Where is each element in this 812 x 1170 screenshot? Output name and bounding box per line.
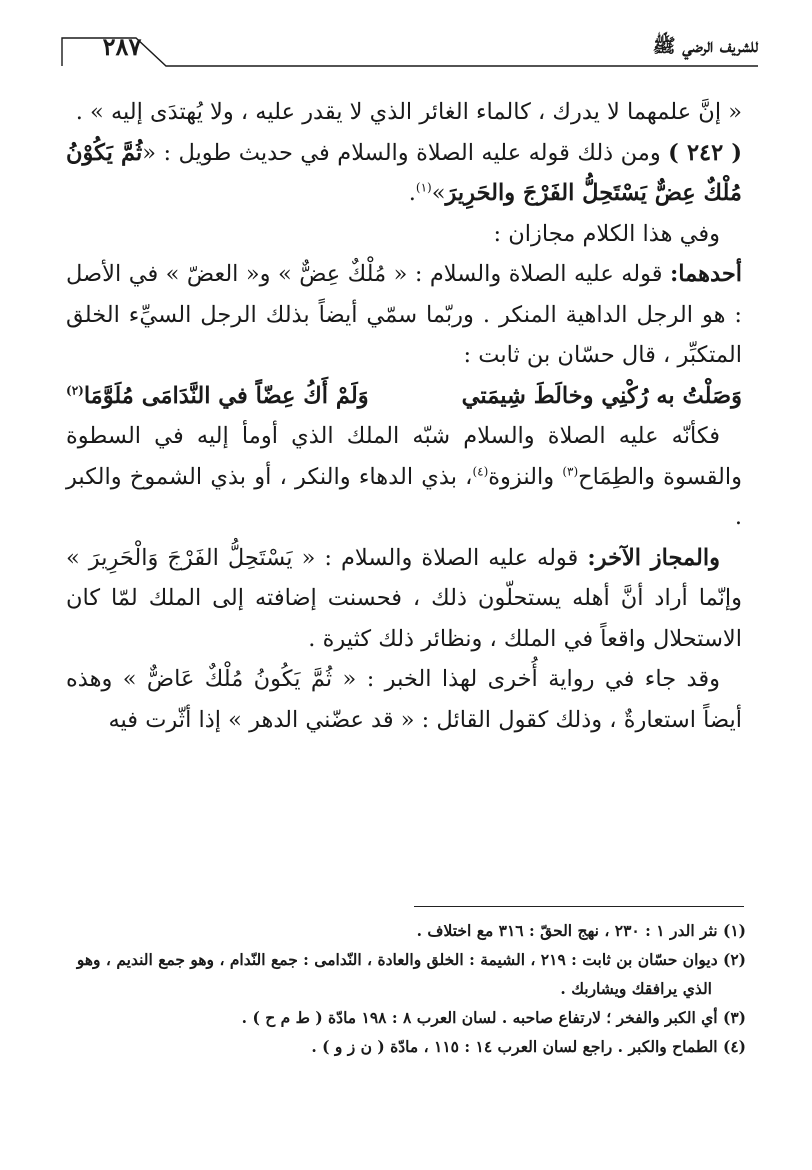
verse-second-hemistich: وَلَمْ أَكُ عِضّاً في النَّدَامَى مُلَوَّمَا (83, 382, 369, 409)
verse-first-hemistich: وَصَلْتُ به رُكْنِي وخالَطَ شِيمَتي (461, 382, 742, 409)
verse-second-hemistich-wrap (66, 376, 369, 417)
paragraph-242-text: ومن ذلك قوله عليه الصلاة والسلام في حديث طويل : « (142, 139, 669, 166)
item-number: ( ٢٤٢ ) (668, 139, 743, 166)
footnote-ref-4: (٤) (472, 464, 489, 478)
footnote-ref-2: (٢) (66, 383, 84, 397)
footnotes (66, 916, 746, 1061)
second-majaz-text: قوله عليه الصلاة والسلام : « يَسْتَحِلُّ الفَرْجَ وَالْحَرِيرَ » وإنّما أراد أنَّ أهله يستحلّون ذلك ، فحسنت إضافته إلى الملك لمّا كان الاستحلال واقعاً في الملك ، ونظائر ذلك كثيرة . (66, 544, 742, 652)
comparison-text-c: ، بذي الدهاء والنكر ، أو بذي الشموخ والكبر . (66, 463, 742, 530)
footnote-2-continued: الذي يرافقك ويشاربك . (560, 979, 712, 998)
page-header (58, 30, 758, 70)
hadith-quote: ثُمَّ يَكُوْنُ مُلْكٌ عِضٌّ يَسْتَحِلُّ الفَرْجَ والحَرِيرَ (66, 139, 742, 206)
footnote-ref-3: (٣) (562, 464, 579, 478)
page-number: ٢٨٧ (102, 32, 142, 61)
paragraph-majazan: وفي هذا الكلام مجازان : (493, 220, 720, 247)
footnote-ref-1: (١) (415, 180, 432, 195)
comparison-text-b: والنزوة (488, 463, 563, 490)
first-majaz-lead: أحدهما: (669, 261, 742, 287)
first-majaz-text: قوله عليه الصلاة والسلام : « مُلْكٌ عِضٌّ » و« العضّ » في الأصل : هو الرجل الداهية المنكر . وربّما سمّي أيضاً بذلك الرجل السيِّء الخلق المتكبِّر ، قال حسّان بن ثابت : (66, 261, 742, 368)
footnote-2: (٢) ديوان حسّان بن ثابت : ٢١٩ ، الشيمة : الخلق والعادة ، النّدامى : جمع النّدام ، وهو جمع النديم ، وهو (76, 950, 746, 969)
poetry-verse (66, 376, 742, 417)
main-text (66, 92, 742, 740)
running-title-text: للشريف الرضي (682, 35, 758, 57)
honorific-icon: ﷺ (652, 35, 676, 57)
footnote-divider (414, 906, 744, 907)
paragraph-other-narration: وقد جاء في رواية أُخرى لهذا الخبر : « ثُمَّ يَكُونُ مُلْكٌ عَاضٌّ » وهذه أيضاً استعارةٌ ، وذلك كقول القائل : « قد عضّني الدهر » إذا أثّرت فيه (66, 666, 742, 733)
paragraph-first-majaz (66, 254, 742, 376)
paragraph-comparison (66, 416, 742, 538)
comparison-text-a: فكأنّه عليه الصلاة والسلام شبّه الملك الذي أومأ إليه في السطوة والقسوة والطِمَاح (66, 423, 743, 490)
paragraph-242: ( ٢٤٢ ) ومن ذلك قوله عليه الصلاة والسلام في حديث طويل : «ثُمَّ يَكُوْنُ مُلْكٌ عِضٌّ يَسْتَحِلُّ الفَرْجَ والحَرِيرَ»$^{(١)}$. (66, 139, 743, 206)
footnote-4: (٤) الطماح والكبر . راجع لسان العرب ١٤ : ١١٥ ، مادّة ( ن ز و ) . (311, 1037, 746, 1056)
running-title (653, 34, 758, 62)
second-majaz-lead: والمجاز الآخر: (587, 544, 720, 571)
paragraph-second-majaz (66, 538, 742, 660)
paragraph-1: « إنَّ علمهما لا يدرك ، كالماء الغائر الذي لا يقدر عليه ، ولا يُهتدَى إليه » . (75, 99, 742, 125)
footnote-3: (٣) أي الكبر والفخر ؛ لارتفاع صاحبه . لسان العرب ٨ : ١٩٨ مادّة ( ط م ح ) . (241, 1008, 746, 1027)
footnote-1: (١) نثر الدر ١ : ٢٣٠ ، نهج الحقّ : ٣١٦ مع اختلاف . (416, 921, 746, 940)
quote-close: » (431, 180, 446, 206)
